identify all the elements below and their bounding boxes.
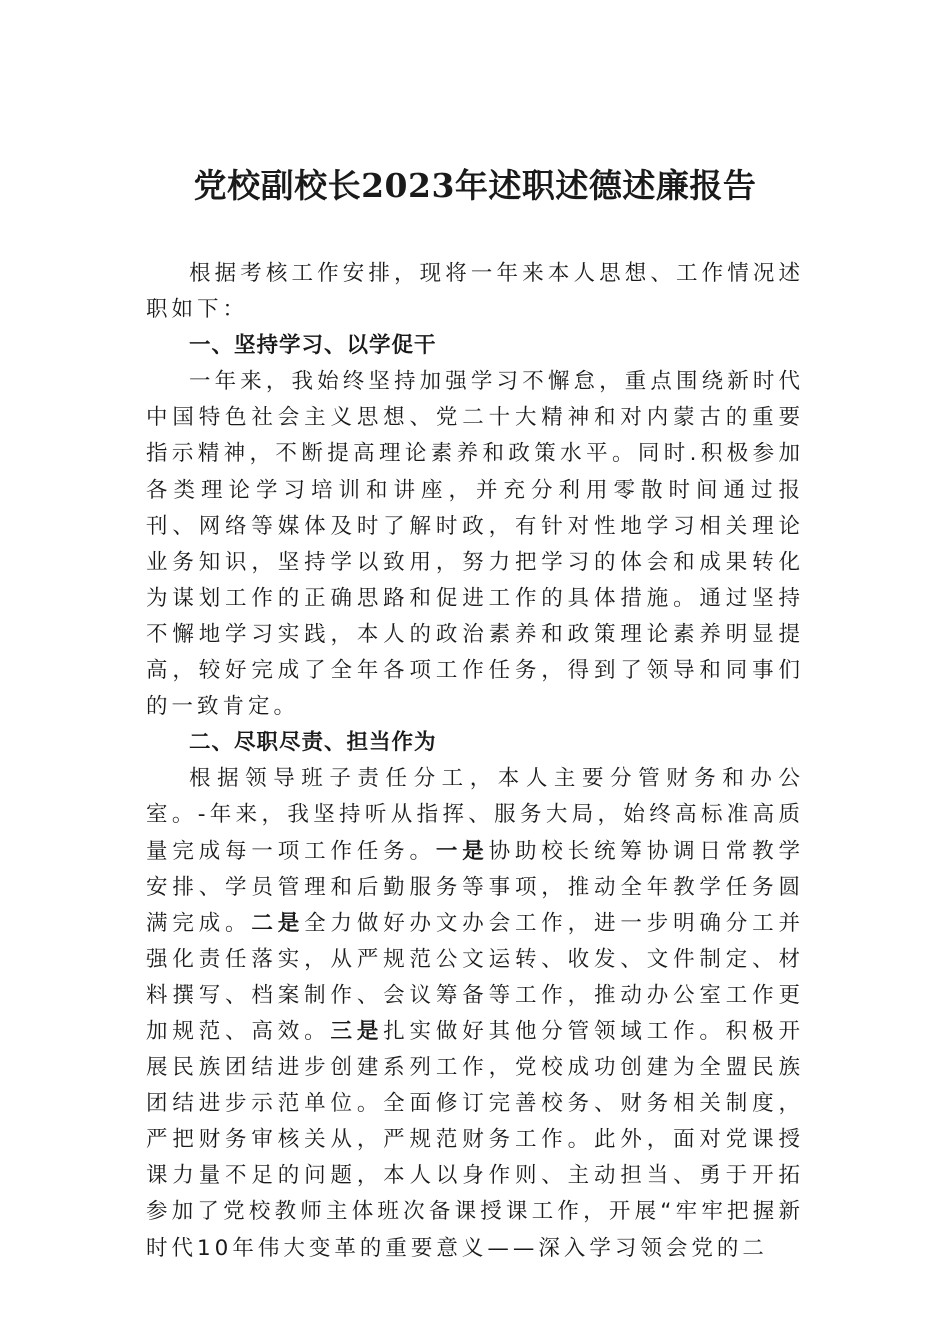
point-1-text: 协助校长统筹协调日常教学安排、学员管理和后勤服务等事项，推动全年教学任务圆满完成。 [146,838,804,936]
document-title: 党校副校长2023年述职述德述廉报告 [193,166,757,205]
section-1-heading: 一、坚持学习、以学促干 [189,333,437,359]
section-1-paragraph: 一年来，我始终坚持加强学习不懈怠，重点围绕新时代中国特色社会主义思想、党二十大精神和对内蒙古的重要指示精神，不断提高理论素养和政策水平。同时.积极参加各类理论学习培训和讲座，并充分利用零散时间通过报刊、网络等媒体及时了解时政，有针对性地学习相关理论业务知识，坚持学以致用，努力把学习的体会和成果转化为谋划工作的正确思路和促进工作的具体措施。通过坚持不懈地学习实践，本人的政治素养和政策理论素养明显提高，较好完成了全年各项工作任务，得到了领导和同事们的一致肯定。 [146,369,804,720]
point-2-text: 全力做好办文办会工作，进一步明确分工并强化责任落实，从严规范公文运转、收发、文件制定、材料撰写、档案制作、会议筹备等工作，推动办公室工作更加规范、高效。 [146,910,804,1044]
section-2-heading: 二、尽职尽责、担当作为 [189,730,437,756]
point-3-text: 扎实做好其他分管领域工作。积极开展民族团结进步创建系列工作，党校成功创建为全盟民族团结进步示范单位。全面修订完善校务、财务相关制度，严把财务审核关从，严规范财务工作。此外，面对党课授课力量不足的问题，本人以身作则、主动担当、勇于开拓参加了党校教师主体班次备课授课工作，开展“牢牢把握新时代10年伟大变革的重要意义——深入学习领会党的二 [146,1018,804,1261]
point-2-lead: 二是 [251,910,305,936]
document-body [146,256,804,1267]
section-2-intro: 根据领导班子责任分工，本人主要分管财务和办公室。-年来，我坚持听从指挥、服务大局，始终高标准高质量完成每一项工作任务。 [146,766,804,864]
intro-paragraph: 根据考核工作安排，现将一年来本人思想、工作情况述职如下： [146,261,804,323]
point-1-lead: 一是 [435,838,489,864]
section-2-paragraph [146,761,804,1266]
point-3-lead: 三是 [330,1018,384,1044]
